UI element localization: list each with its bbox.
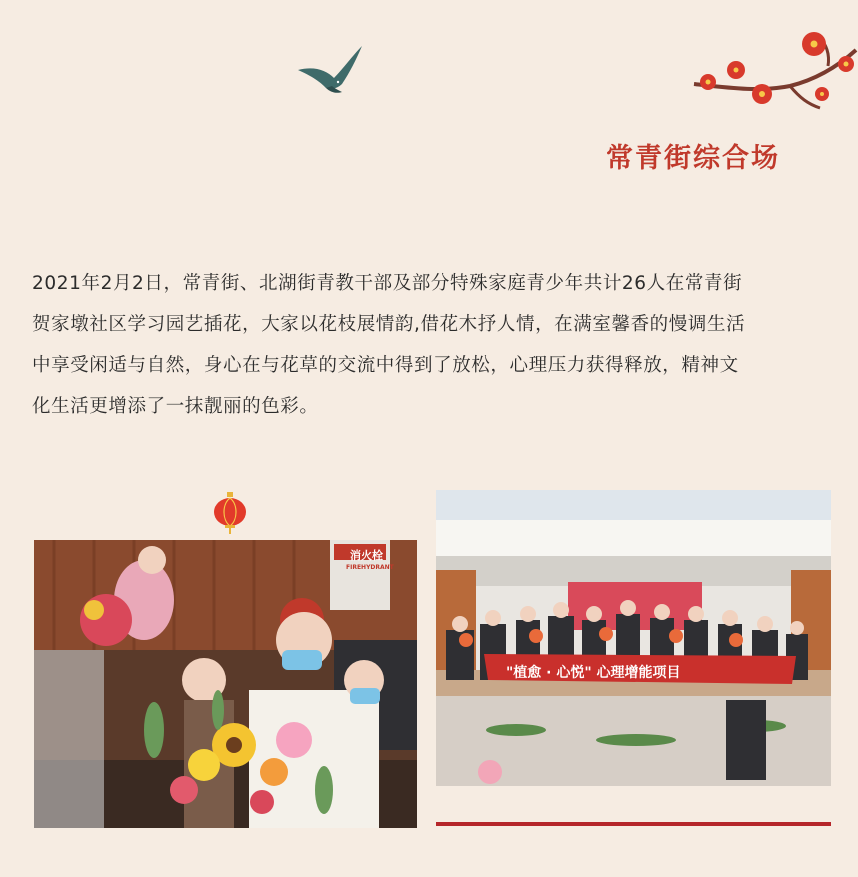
plum-blossom-branch xyxy=(690,28,858,116)
photo-group-banner xyxy=(436,490,831,786)
section-title: 常青街综合场 xyxy=(606,143,780,174)
swallow-icon xyxy=(296,44,366,96)
hydrant-sign-subtitle: FIREHYDRANT xyxy=(346,564,394,571)
article-line: 贺家墩社区学习园艺插花，大家以花枝展情韵,借花木抒人情，在满室馨香的慢调生活 xyxy=(32,314,746,335)
hydrant-sign-title: 消火栓 xyxy=(350,549,383,562)
accent-divider xyxy=(436,822,831,826)
article-line: 中享受闲适与自然，身心在与花草的交流中得到了放松，心理压力获得释放，精神文 xyxy=(32,355,739,376)
article-body xyxy=(32,263,832,427)
article-line: 化生活更增添了一抹靓丽的色彩。 xyxy=(32,396,319,417)
photo-children-flowers xyxy=(34,540,417,828)
lantern-icon xyxy=(212,492,248,534)
article-line: 2021年2月2日，常青街、北湖街青教干部及部分特殊家庭青少年共计26人在常青街 xyxy=(32,273,743,294)
banner-slogan: "植愈 · 心悦" 心理增能项目 xyxy=(506,665,681,681)
